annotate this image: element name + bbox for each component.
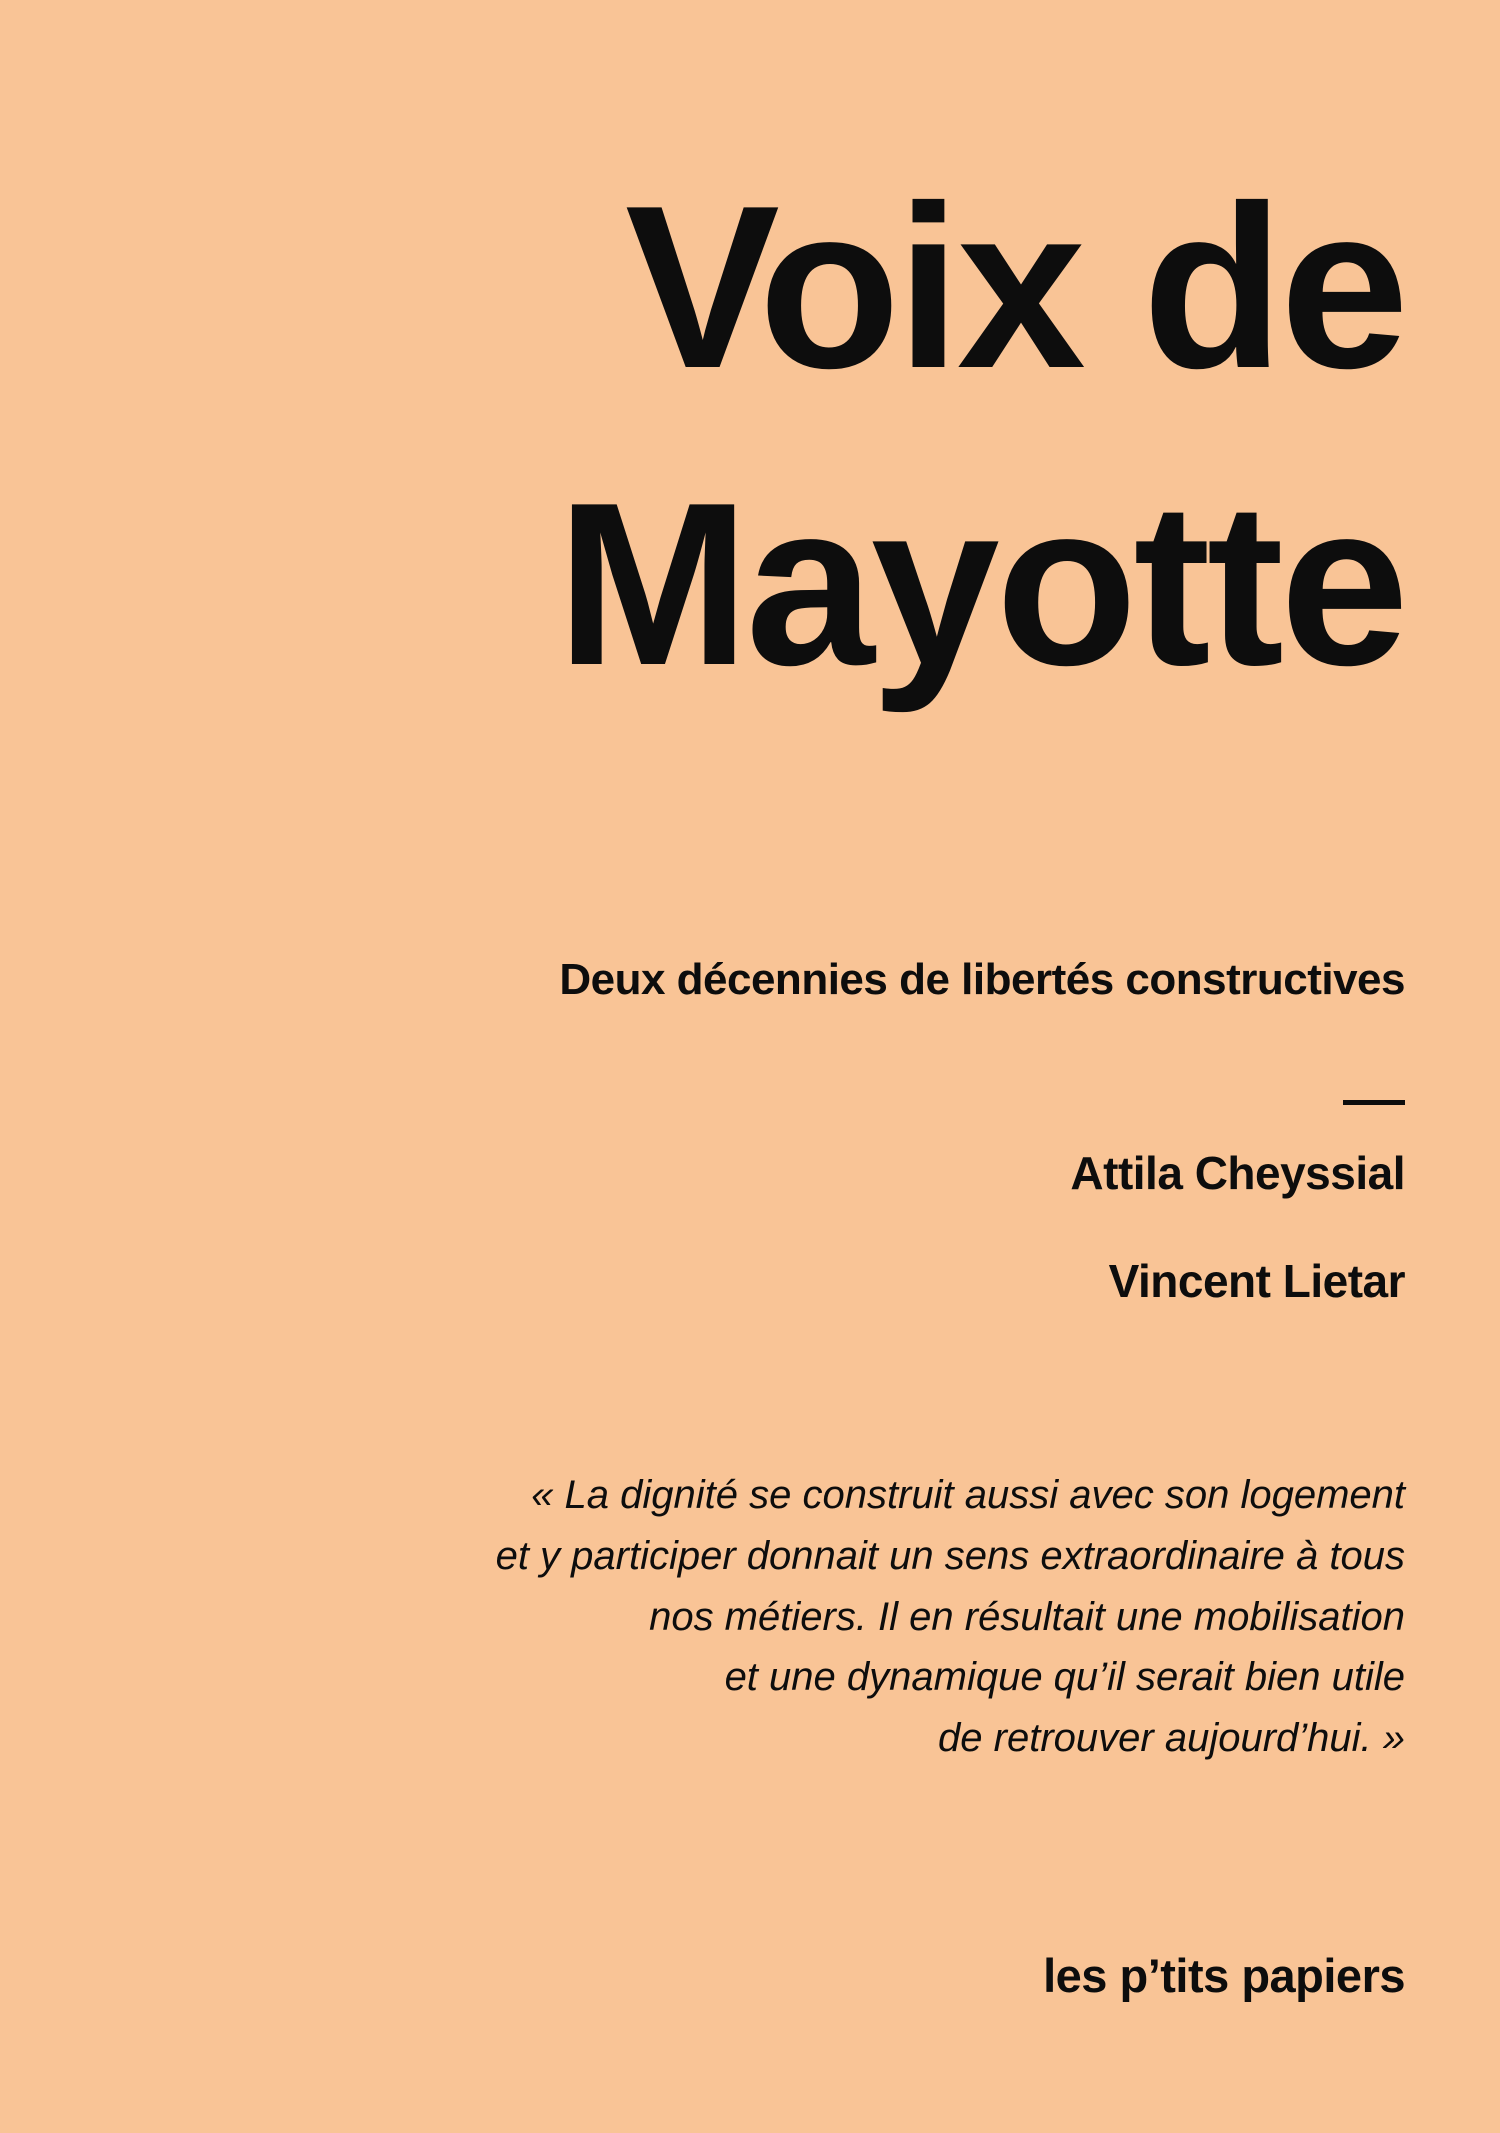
author-name: Vincent Lietar <box>1108 1255 1405 1307</box>
quote-line: et y participer donnait un sens extraordinaire à tous <box>495 1533 1405 1578</box>
quote-line: et une dynamique qu’il serait bien utile <box>724 1655 1405 1700</box>
title-line-2: Mayotte <box>556 455 1405 715</box>
book-title <box>0 158 1405 715</box>
quote-line: « La dignité se construit aussi avec son logement <box>531 1473 1405 1517</box>
publisher-name: les p’tits papiers <box>1043 1949 1405 2002</box>
quote-line: de retrouver aujourd’hui. » <box>938 1716 1405 1761</box>
title-line-1: Voix de <box>625 158 1405 417</box>
book-subtitle: Deux décennies de libertés constructives <box>559 955 1405 1004</box>
author-name: Attila Cheyssial <box>1070 1147 1405 1199</box>
author-list <box>1070 1147 1405 1366</box>
quote-line: nos métiers. Il en résultait une mobilisation <box>649 1594 1405 1639</box>
divider <box>1343 1100 1405 1105</box>
cover-quote <box>325 1465 1405 1769</box>
